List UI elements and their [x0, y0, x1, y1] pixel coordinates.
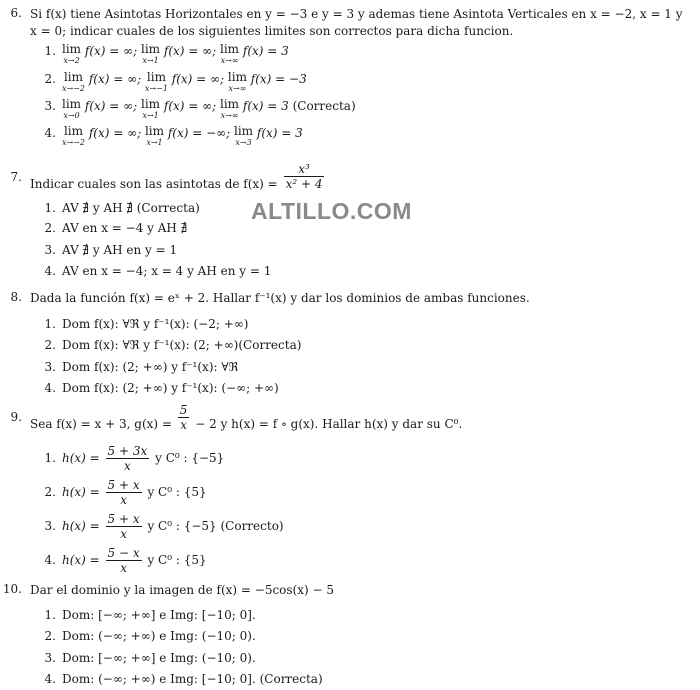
- limit-subscript: x→∞: [228, 84, 247, 93]
- limit-operator: [234, 126, 253, 148]
- option-lhs: h(x) =: [62, 451, 104, 465]
- option-lhs: h(x) =: [62, 519, 104, 533]
- limit-operator: [62, 126, 85, 148]
- limit-subscript: x→3: [235, 138, 252, 147]
- limit-expression: f(x) = ∞;: [160, 44, 220, 58]
- option-text: Dom: (−∞; +∞) e Img: (−10; 0).: [62, 629, 256, 643]
- option-item: [42, 243, 177, 257]
- limit-expression: f(x) = 3: [253, 126, 303, 140]
- option-number: 1.: [44, 451, 56, 465]
- fraction: [284, 162, 325, 191]
- option-rest: y C⁰ : {−5} (Correcto): [143, 519, 284, 533]
- option-number: 4.: [44, 264, 56, 278]
- option-number: 3.: [44, 651, 56, 665]
- option-item: [42, 317, 248, 331]
- limit-word: lim: [62, 97, 82, 111]
- limit-operator: [62, 44, 81, 66]
- option-number: 2.: [44, 629, 56, 643]
- limit-operator: [141, 99, 160, 121]
- option-number: 2.: [44, 72, 56, 86]
- question-line-1: Si f(x) tiene Asintotas Horizontales en y = −3 e y = 3 y ademas tiene Asintota Verticales en x = −2, x = 1 y: [30, 7, 683, 21]
- fraction-denominator: x: [120, 493, 127, 507]
- limit-subscript: x→1: [142, 111, 159, 120]
- option-number: 3.: [44, 243, 56, 257]
- fraction-denominator: x: [120, 527, 127, 541]
- correct-note: (Correcta): [292, 99, 356, 113]
- fraction: [106, 478, 142, 507]
- option-text: AV en x = −4 y AH ∄: [62, 221, 188, 235]
- option-item: [42, 608, 256, 622]
- option-item: [42, 478, 207, 507]
- limit-word: lim: [220, 42, 240, 56]
- question-text: Dada la función f(x) = eˣ + 2. Hallar f⁻¹(x) y dar los dominios de ambas funciones.: [30, 291, 530, 305]
- option-item: [42, 126, 303, 148]
- limit-subscript: x→−2: [62, 138, 86, 147]
- option-number: 2.: [44, 485, 56, 499]
- limit-subscript: x→∞: [220, 111, 239, 120]
- limit-operator: [220, 44, 239, 66]
- option-item: [42, 512, 284, 541]
- watermark-text: ALTILLO.COM: [251, 198, 412, 224]
- option-text: Dom: (−∞; +∞) e Img: [−10; 0]. (Correcta): [62, 672, 323, 686]
- limit-word: lim: [141, 97, 161, 111]
- limit-operator: [62, 72, 85, 94]
- fraction-numerator: 5 + x: [107, 512, 140, 526]
- fraction: [106, 546, 142, 575]
- limit-expression: f(x) = ∞;: [81, 44, 141, 58]
- limit-subscript: x→1: [146, 138, 163, 147]
- option-item: [42, 546, 207, 575]
- option-text: AV en x = −4; x = 4 y AH en y = 1: [62, 264, 272, 278]
- fraction-numerator: 5: [179, 403, 188, 417]
- option-number: 4.: [44, 126, 56, 140]
- option-number: 4.: [44, 672, 56, 686]
- option-number: 1.: [44, 608, 56, 622]
- option-item: [42, 651, 256, 665]
- option-item: [42, 444, 224, 473]
- fraction-denominator: x: [124, 459, 131, 473]
- question-number: 8.: [10, 290, 22, 304]
- option-number: 3.: [44, 99, 56, 113]
- question-number: 9.: [10, 410, 22, 424]
- fraction-numerator: 5 + x: [107, 478, 140, 492]
- question-text: [30, 164, 690, 193]
- fraction-denominator: x: [120, 561, 127, 575]
- option-item: [42, 201, 200, 215]
- option-text: AV ∄ y AH en y = 1: [62, 243, 178, 257]
- limit-word: lim: [234, 124, 254, 138]
- option-item: [42, 360, 238, 374]
- limit-operator: [62, 99, 81, 121]
- question-text: [30, 6, 690, 40]
- limit-word: lim: [63, 124, 84, 138]
- option-item: [42, 264, 271, 278]
- limit-subscript: x→−2: [62, 84, 86, 93]
- limit-operator: [145, 126, 164, 148]
- limit-operator: [220, 99, 239, 121]
- question-text: Dar el dominio y la imagen de f(x) = −5cos(x) − 5: [30, 583, 335, 597]
- fraction: [106, 512, 142, 541]
- option-number: 2.: [44, 221, 56, 235]
- option-item: [42, 381, 279, 395]
- limit-subscript: x→2: [63, 56, 80, 65]
- fraction-numerator: x³: [284, 162, 325, 177]
- option-item: [42, 221, 187, 235]
- fraction: [106, 444, 150, 473]
- limit-subscript: x→∞: [220, 56, 239, 65]
- option-rest: y C⁰ : {5}: [143, 553, 207, 567]
- fraction-numerator: 5 + 3x: [107, 444, 148, 458]
- limit-expression: f(x) = ∞;: [160, 99, 220, 113]
- limit-word: lim: [144, 124, 165, 138]
- limit-word: lim: [146, 70, 166, 84]
- option-item: [42, 44, 289, 66]
- fraction-denominator: x: [180, 418, 187, 432]
- option-lhs: h(x) =: [62, 553, 104, 567]
- option-lhs: h(x) =: [62, 485, 104, 499]
- option-item: [42, 629, 256, 643]
- option-text: AV ∄ y AH ∄ (Correcta): [62, 201, 200, 215]
- option-text: Dom f(x): (2; +∞) y f⁻¹(x): ∀ℜ: [62, 360, 239, 374]
- option-number: 3.: [44, 519, 56, 533]
- limit-subscript: x→1: [142, 56, 159, 65]
- limit-word: lim: [227, 70, 247, 84]
- fraction-numerator: 5 − x: [107, 546, 140, 560]
- option-number: 4.: [44, 553, 56, 567]
- option-item: [42, 338, 301, 352]
- option-rest: y C⁰ : {5}: [143, 485, 207, 499]
- limit-expression: f(x) = 3: [239, 99, 293, 113]
- question-number: 6.: [10, 6, 22, 20]
- limit-subscript: x→0: [63, 111, 80, 120]
- option-item: [42, 672, 323, 686]
- limit-expression: f(x) = ∞;: [81, 99, 141, 113]
- fraction: [178, 403, 190, 432]
- limit-operator: [145, 72, 168, 94]
- option-number: 1.: [44, 44, 56, 58]
- question-line-2: x = 0; indicar cuales de los siguientes limites son correctos para dicha funcion.: [30, 24, 514, 38]
- limit-word: lim: [141, 42, 161, 56]
- limit-operator: [141, 44, 160, 66]
- question-text: [30, 404, 690, 433]
- question-number: 7.: [10, 170, 22, 184]
- question-prompt-b: − 2 y h(x) = f ∘ g(x). Hallar h(x) y dar su C⁰.: [195, 417, 463, 431]
- limit-word: lim: [62, 42, 82, 56]
- fraction-denominator: x² + 4: [285, 177, 323, 191]
- limit-expression: f(x) = −∞;: [164, 126, 234, 140]
- option-number: 2.: [44, 338, 56, 352]
- limit-expression: f(x) = ∞;: [85, 72, 145, 86]
- limit-operator: [228, 72, 247, 94]
- option-number: 1.: [44, 201, 56, 215]
- limit-expression: f(x) = −3: [246, 72, 307, 86]
- limit-subscript: x→−1: [144, 84, 168, 93]
- question-prompt: Indicar cuales son las asintotas de f(x) =: [30, 177, 278, 191]
- option-number: 1.: [44, 317, 56, 331]
- option-text: Dom f(x): ∀ℜ y f⁻¹(x): (−2; +∞): [62, 317, 249, 331]
- option-text: Dom: [−∞; +∞] e Img: [−10; 0].: [62, 608, 256, 622]
- option-item: [42, 99, 356, 121]
- option-text: Dom f(x): ∀ℜ y f⁻¹(x): (2; +∞)(Correcta): [62, 338, 302, 352]
- limit-expression: f(x) = ∞;: [85, 126, 145, 140]
- option-number: 4.: [44, 381, 56, 395]
- question-number: 10.: [2, 582, 22, 596]
- option-item: [42, 72, 307, 94]
- option-text: Dom: [−∞; +∞] e Img: (−10; 0).: [62, 651, 256, 665]
- option-rest: y C⁰ : {−5}: [151, 451, 225, 465]
- limit-word: lim: [220, 97, 240, 111]
- limit-word: lim: [63, 70, 84, 84]
- limit-expression: f(x) = ∞;: [167, 72, 228, 86]
- question-prompt-a: Sea f(x) = x + 3, g(x) =: [30, 417, 172, 431]
- option-number: 3.: [44, 360, 56, 374]
- limit-expression: f(x) = 3: [239, 44, 289, 58]
- option-text: Dom f(x): (2; +∞) y f⁻¹(x): (−∞; +∞): [62, 381, 279, 395]
